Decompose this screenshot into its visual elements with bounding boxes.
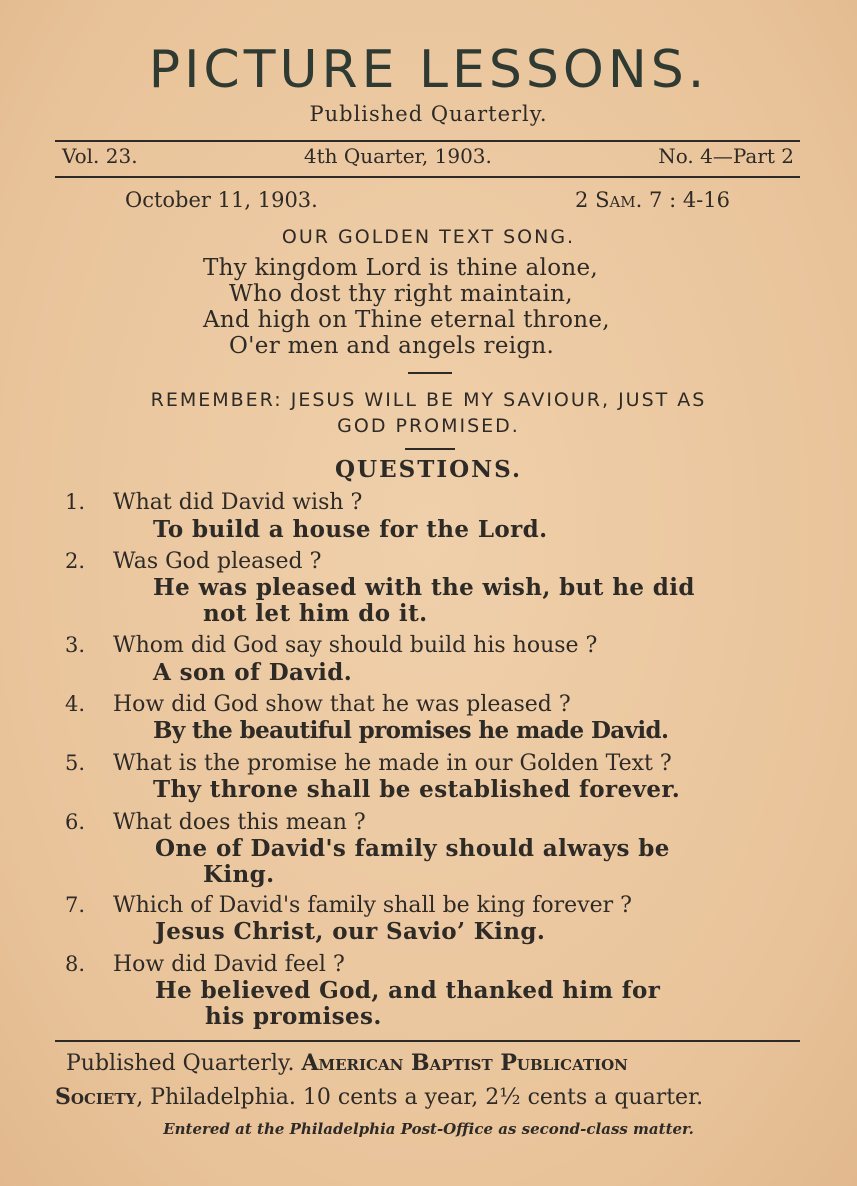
- question-number: 7.: [65, 893, 86, 917]
- remember-text: REMEMBER: JESUS WILL BE MY SAVIOUR, JUST AS GOD PROMISED.: [150, 389, 707, 437]
- answer-text: He was pleased with the wish, but he did: [153, 574, 695, 601]
- song-title: OUR GOLDEN TEXT SONG.: [281, 226, 576, 248]
- answer-text: not let him do it.: [203, 600, 428, 627]
- answer-text: Jesus Christ, our Savio’ King.: [155, 918, 546, 945]
- question-number: 1.: [65, 490, 86, 514]
- answer-text: King.: [203, 861, 275, 888]
- song-line: Who dost thy right maintain,: [229, 281, 573, 307]
- number-label: No. 4—Part 2: [658, 144, 794, 168]
- divider: [408, 372, 452, 374]
- question-text: What is the promise he made in our Golden Text ?: [113, 751, 672, 776]
- footer-rule: [55, 1040, 800, 1042]
- questions-heading: QUESTIONS.: [335, 456, 522, 483]
- answer-text: By the beautiful promises he made David.: [153, 717, 669, 744]
- answer-text: To build a house for the Lord.: [153, 516, 548, 543]
- question-number: 6.: [65, 810, 86, 834]
- lesson-date-row: [125, 188, 730, 212]
- page-subtitle: Published Quarterly.: [309, 102, 548, 126]
- issue-info-row: [62, 144, 794, 168]
- header-rule-bottom: [55, 176, 800, 178]
- song-line: O'er men and angels reign.: [229, 333, 555, 359]
- divider: [405, 448, 455, 450]
- answer-text: A son of David.: [153, 659, 353, 686]
- question-number: 8.: [65, 952, 86, 976]
- question-text: How did God show that he was pleased ?: [113, 692, 571, 717]
- question-number: 4.: [65, 692, 86, 716]
- postal-notice: Entered at the Philadelphia Post-Office as second-class matter.: [163, 1120, 694, 1138]
- question-text: Which of David's family shall be king forever ?: [113, 893, 632, 918]
- question-text: How did David feel ?: [113, 952, 345, 977]
- question-text: Whom did God say should build his house ?: [113, 633, 598, 658]
- answer-text: Thy throne shall be established forever.: [153, 776, 681, 803]
- lesson-date: October 11, 1903.: [125, 188, 318, 212]
- scripture-reference: 2 Sam. 7 : 4-16: [575, 188, 730, 212]
- question-number: 3.: [65, 633, 86, 657]
- question-number: 5.: [65, 751, 86, 775]
- page-title: PICTURE LESSONS.: [148, 40, 709, 100]
- question-number: 2.: [65, 549, 86, 573]
- answer-text: One of David's family should always be: [155, 835, 670, 862]
- answer-text: He believed God, and thanked him for: [155, 977, 661, 1004]
- quarter-label: 4th Quarter, 1903.: [303, 144, 492, 168]
- volume-label: Vol. 23.: [62, 144, 138, 168]
- answer-text: his promises.: [205, 1003, 382, 1030]
- price-line: Society, Philadelphia. 10 cents a year, 2½ cents a quarter.: [55, 1084, 704, 1110]
- publisher-line: Published Quarterly. American Baptist Publication: [66, 1050, 628, 1076]
- question-text: What did David wish ?: [113, 490, 363, 515]
- question-text: What does this mean ?: [113, 810, 366, 835]
- song-line: And high on Thine eternal throne,: [203, 307, 610, 333]
- song-line: Thy kingdom Lord is thine alone,: [203, 255, 598, 281]
- question-text: Was God pleased ?: [113, 549, 322, 574]
- header-rule-top: [55, 140, 800, 142]
